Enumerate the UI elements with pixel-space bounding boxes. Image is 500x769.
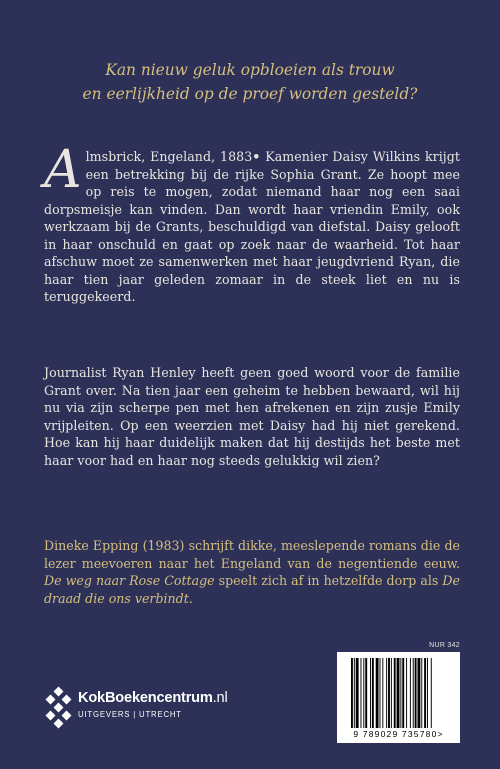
book-title-de-draad: De draad die ons verbindt. <box>44 573 460 606</box>
barcode-bar <box>421 658 422 728</box>
bullet-separator: • <box>252 149 261 164</box>
blurb-paragraph-1-text: Kamenier Daisy Wilkins krijgt een betrekking bij de rijke Sophia Grant. Ze hoopt mee op reis te mogen, zodat niemand haar nog een saai dorpsmeisje kan vinden. Dan wordt haar vriendin Emily, ook werkzaam bij de Grants, beschuldigd van diefstal. Daisy gelooft in haar onschuld en gaat op zoek naar de waarheid. Tot haar afschuw moet ze samenwerken met haar jeugdvriend Ryan, die haar tien jaar geleden zomaar in de steek liet en nu is teruggekeerd. <box>44 149 460 304</box>
drop-cap: A <box>44 140 82 200</box>
kokboekencentrum-logo-mark <box>44 686 74 730</box>
publisher-name-suffix: .nl <box>212 690 228 706</box>
barcode-bar <box>380 658 381 728</box>
barcode-bar <box>376 658 379 728</box>
barcode-bar <box>354 658 355 728</box>
barcode-bar <box>431 658 432 728</box>
barcode-bar <box>424 658 426 728</box>
barcode-bar <box>361 658 362 728</box>
publisher-name <box>78 690 228 706</box>
barcode-icon <box>351 658 455 728</box>
barcode-bar <box>394 658 396 728</box>
barcode-bar <box>386 658 387 728</box>
barcode-bar <box>365 658 367 728</box>
barcode-bar <box>356 658 359 728</box>
barcode-bar <box>418 658 421 728</box>
barcode-bar <box>406 658 407 728</box>
barcode-bar <box>415 658 417 728</box>
publisher-logo <box>44 686 284 736</box>
location-date: lmsbrick, Engeland, 1883 <box>85 149 253 164</box>
isbn-arrow: > <box>437 729 444 739</box>
barcode-bar <box>413 658 414 728</box>
author-bio-mid: speelt zich af in hetzelfde dorp als <box>214 573 439 588</box>
blurb-paragraph-1 <box>44 140 460 306</box>
barcode-bar <box>410 658 411 728</box>
barcode-bar <box>397 658 400 728</box>
tagline <box>40 58 460 106</box>
barcode-bar <box>391 658 392 728</box>
author-bio-intro: Dineke Epping (1983) schrijft dikke, meeslepende romans die de lezer meevoeren naar het Engeland van de negentiende eeuw. <box>44 538 460 571</box>
isbn-number <box>337 729 460 739</box>
barcode-bar <box>388 658 390 728</box>
tagline-line-2: en eerlijkheid op de proef worden gesteld? <box>82 85 418 103</box>
publisher-subtitle: UITGEVERS | UTRECHT <box>78 710 182 719</box>
barcode-bar <box>400 658 401 728</box>
isbn-digits: 9 789029 735780 <box>353 729 438 739</box>
barcode-bar <box>402 658 404 728</box>
barcode-bar <box>370 658 371 728</box>
barcode-bar <box>351 658 353 728</box>
book-title-rose-cottage: De weg naar Rose Cottage <box>44 573 215 588</box>
barcode-bar <box>382 658 383 728</box>
barcode-bar <box>427 658 428 728</box>
barcode-bar <box>372 658 374 728</box>
blurb-paragraph-2: Journalist Ryan Henley heeft geen goed woord voor de familie Grant over. Na tien jaar een geheim te hebben bewaard, wil hij nu via zijn scherpe pen met hen afrekenen en zijn zusje Emily vrijpleiten. Op een weerzien met Daisy had hij niet gerekend. Hoe kan hij haar duidelijk maken dat hij destijds het beste met haar voor had en haar nog steeds gelukkig wil zien? <box>44 365 460 468</box>
publisher-name-bold: KokBoekencentrum <box>78 690 213 706</box>
nur-code: NUR 342 <box>429 642 460 649</box>
tagline-line-1: Kan nieuw geluk opbloeien als trouw <box>105 61 395 79</box>
barcode-bar <box>363 658 364 728</box>
barcode <box>337 652 460 743</box>
author-bio <box>44 537 460 607</box>
